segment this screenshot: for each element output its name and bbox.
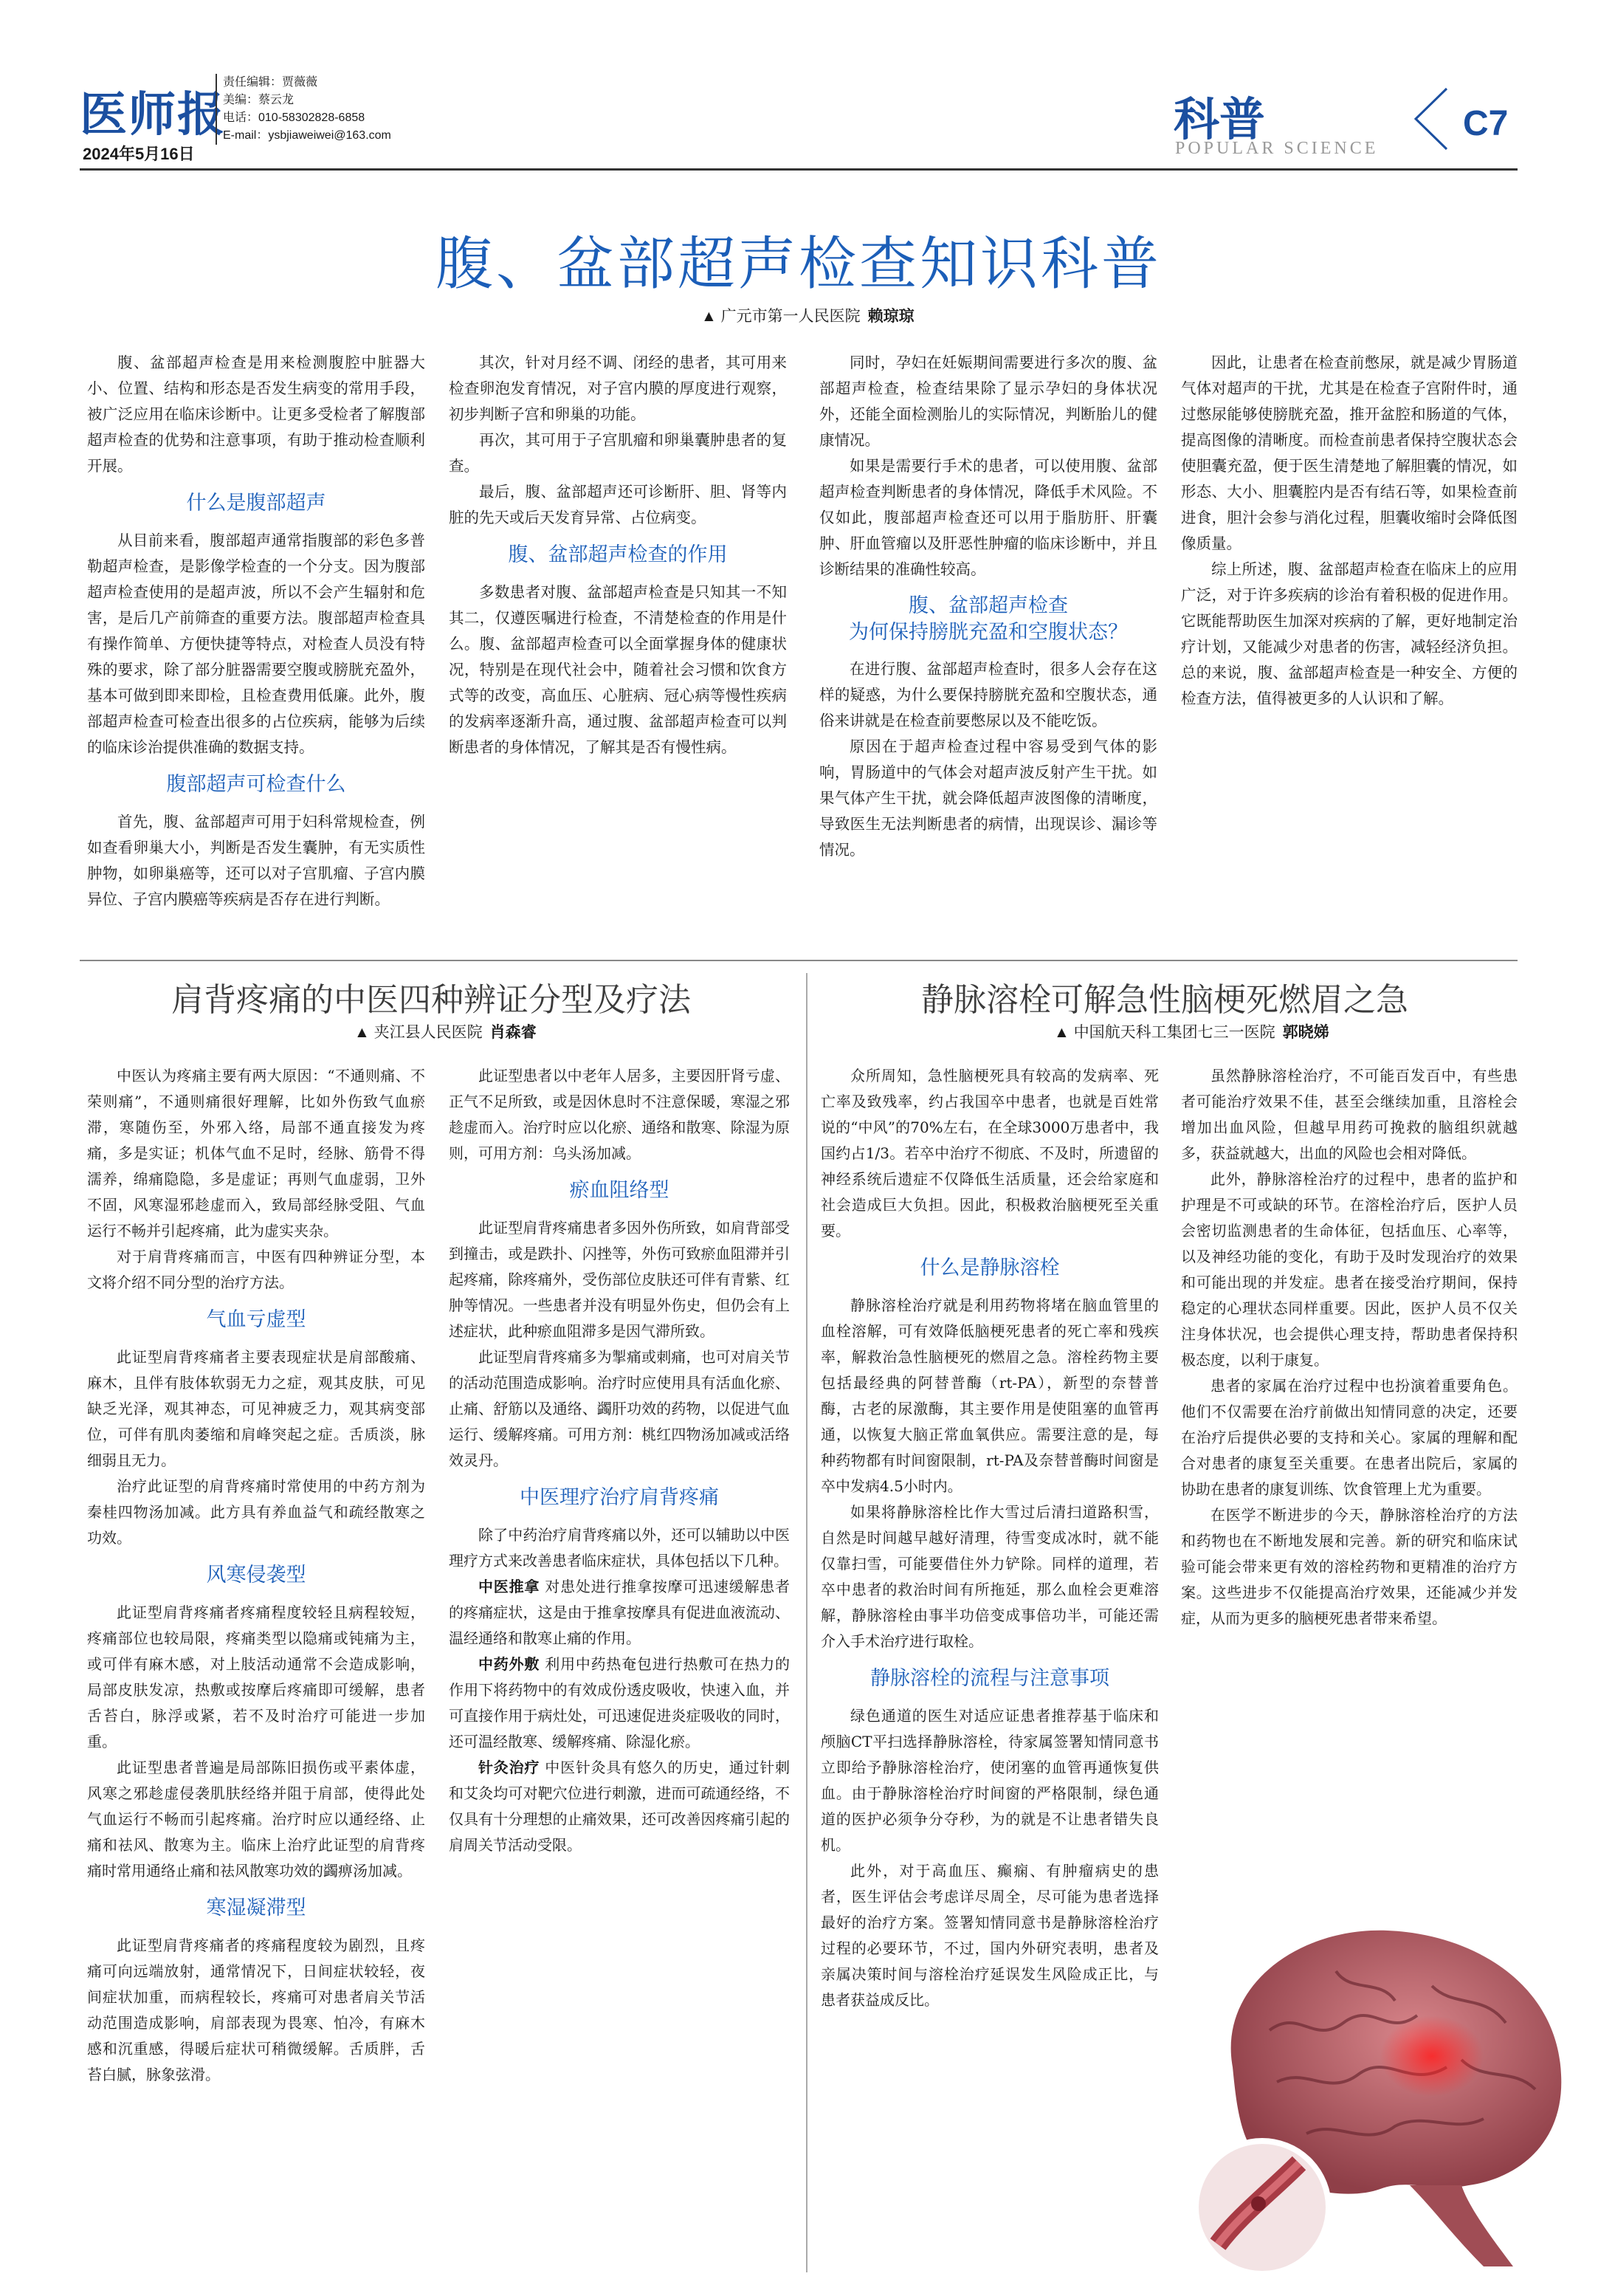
paragraph: 众所周知，急性脑梗死具有较高的发病率、死亡率及致残率，约占我国卒中患者，也就是百姓常说的“中风”的70%左右，在全球3000万患者中，我国约占1/3。若卒中治疗不彻底、不及时，所遗留的神经系统后遗症不仅降低生活质量，还会给家庭和社会造成巨大负担。因此，积极救治脑梗死至关重要。: [821, 1067, 1159, 1240]
paragraph: 因此，让患者在检查前憋尿，就是减少胃肠道气体对超声的干扰，尤其是在检查子宫附件时，通过憋尿能够使膀胱充盈，推开盆腔和肠道的气体，提高图像的清晰度。而检查前患者保持空腹状态会使胆囊充盈，便于医生清楚地了解胆囊的情况，如形态、大小、胆囊腔内是否有结石等，如果检查前进食，胆汁会参与消化过程，胆囊收缩时会降低图像质量。: [1181, 354, 1518, 552]
article2-byline-org: ▲ 夹江县人民医院: [354, 1024, 483, 1041]
paragraph: 此证型肩背疼痛者主要表现症状是肩部酸痛、麻木，且伴有肢体软弱无力之症，观其皮肤，可见缺乏光泽，观其神态，可见神疲乏力，观其病变部位，可伴有肌肉萎缩和肩峰突起之症。舌质淡，脉细弱且无力。: [87, 1348, 425, 1469]
paragraph: 在进行腹、盆部超声检查时，很多人会存在这样的疑惑，为什么要保持膀胱充盈和空腹状态，通俗来讲就是在检查前要憋尿以及不能吃饭。: [819, 660, 1157, 729]
article1-col1: [87, 350, 425, 912]
article2-byline-author: 肖森睿: [489, 1024, 537, 1041]
section-divider: [80, 960, 1518, 961]
subheading: 静脉溶栓的流程与注意事项: [870, 1667, 1109, 1690]
subheading: [819, 593, 1157, 646]
article3-byline-author: 郭晓娣: [1282, 1024, 1329, 1041]
paragraph: 此证型患者普遍是局部陈旧损伤或平素体虚，风寒之邪趁虚侵袭肌肤经络并阻于肩部，使得此处气血运行不畅而引起疼痛。治疗时应以通经络、止痛和祛风、散寒为主。临床上治疗此证型的肩背疼痛时常用通络止痛和祛风散寒功效的蠲痹汤加减。: [87, 1759, 425, 1880]
article1-byline: [701, 304, 915, 326]
issue-date: 2024年5月16日: [83, 145, 195, 163]
column-divider: [806, 973, 807, 2272]
paragraph: 此证型患者以中老年人居多，主要因肝肾亏虚、正气不足所致，或是因休息时不注意保暖，寒湿之邪趁虚而入。治疗时应以化瘀、通络和散寒、除湿为原则，可用方剂：乌头汤加减。: [449, 1067, 790, 1162]
therapy-text: 对患处进行推拿按摩可迅速缓解患者的疼痛症状，这是由于推拿按摩具有促进血液流动、温经通络和散寒止痛的作用。: [449, 1578, 791, 1647]
article1-byline-org: ▲ 广元市第一人民医院: [701, 308, 861, 325]
article2-byline: [354, 1020, 537, 1042]
paragraph: 绿色通道的医生对适应证患者推荐基于临床和颅脑CT平扫选择静脉溶栓，待家属签署知情同意书立即给予静脉溶栓治疗，使闭塞的血管再通恢复供血。由于静脉溶栓治疗时间窗的严格限制，绿色通道的医护必须争分夺秒，为的就是不让患者错失良机。: [821, 1707, 1159, 1854]
subheading-line1: 腹、盆部超声检查: [909, 594, 1068, 617]
subheading: 什么是腹部超声: [186, 492, 326, 515]
paragraph: 患者的家属在治疗过程中也扮演着重要角色。他们不仅需要在治疗前做出知情同意的决定，还要在治疗后提供必要的支持和关心。家属的理解和配合对患者的康复至关重要。在患者出院后，家属的协助在患者的康复训练、饮食管理上尤为重要。: [1181, 1377, 1518, 1498]
paragraph: 中医认为疼痛主要有两大原因：“不通则痛、不荣则痛”，不通则痛很好理解，比如外伤致气血瘀滞，寒随伤至，外邪入络，局部不通直接发为疼痛，多是实证；机体气血不足时，经脉、筋骨不得濡养，绵痛隐隐，多是虚证；再则气血虚弱，卫外不固，风寒湿邪趁虚而入，致局部经脉受阻、气血运行不畅并引起疼痛，此为虚实夹杂。: [87, 1067, 425, 1240]
paragraph: 综上所述，腹、盆部超声检查在临床上的应用广泛，对于许多疾病的诊治有着积极的促进作用。它既能帮助医生加深对疾病的了解，更好地制定治疗计划，又能减少对患者的伤害，减轻经济负担。总的来说，腹、盆部超声检查是一种安全、方便的检查方法，值得被更多的人认识和了解。: [1181, 560, 1518, 707]
paragraph: 腹、盆部超声检查是用来检测腹腔中脏器大小、位置、结构和形态是否发生病变的常用手段，被广泛应用在临床诊断中。让更多受检者了解腹部超声检查的优势和注意事项，有助于推动检查顺利开展。: [87, 354, 425, 475]
paragraph: 此证型肩背疼痛患者多因外伤所致，如肩背部受到撞击，或是跌扑、闪挫等，外伤可致瘀血阻滞并引起疼痛，除疼痛外，受伤部位皮肤还可伴有青紫、红肿等情况。一些患者并没有明显外伤史，但仍会有上述症状，此种瘀血阻滞多是因气滞所致。: [449, 1219, 790, 1340]
page-number: C7: [1463, 104, 1509, 143]
subheading-line2: 为何保持膀胱充盈和空腹状态？: [849, 621, 1128, 644]
paragraph: 治疗此证型的肩背疼痛时常使用的中药方剂为秦桂四物汤加减。此方具有养血益气和疏经散寒之功效。: [87, 1477, 425, 1547]
paragraph: 除了中药治疗肩背疼痛以外，还可以辅助以中医理疗方式来改善患者临床症状，具体包括以下几种。: [449, 1526, 790, 1570]
paragraph: 同时，孕妇在妊娠期间需要进行多次的腹、盆部超声检查，检查结果除了显示孕妇的身体状况外，还能全面检测胎儿的实际情况，判断胎儿的健康情况。: [819, 354, 1157, 449]
section-name-en: POPULAR SCIENCE: [1175, 139, 1379, 158]
paragraph: 最后，腹、盆部超声还可诊断肝、胆、肾等内脏的先天或后天发育异常、占位病变。: [449, 483, 787, 526]
article2-col1: [87, 1063, 425, 2088]
article2-col2: [449, 1063, 790, 1858]
paragraph: 其次，针对月经不调、闭经的患者，其可用来检查卵泡发育情况，对子宫内膜的厚度进行观察，初步判断子宫和卵巢的功能。: [449, 354, 787, 423]
masthead-logo: 医师报: [80, 88, 226, 142]
header-rule: [80, 168, 1518, 171]
staff-email: E-mail：ysbjiaweiwei@163.com: [223, 129, 391, 142]
subheading: 瘀血阻络型: [569, 1179, 669, 1202]
subheading: 寒湿凝滞型: [206, 1897, 306, 1919]
paragraph: 此证型肩背疼痛多为掣痛或刺痛，也可对肩关节的活动范围造成影响。治疗时应使用具有活血化瘀、止痛、舒筋以及通络、蠲肝功效的药物，以促进气血运行、缓解疼痛。可用方剂：桃红四物汤加减或活络效灵丹。: [449, 1348, 790, 1469]
paragraph: 如果将静脉溶栓比作大雪过后清扫道路积雪，自然是时间越早越好清理，待雪变成冰时，就不能仅靠扫雪，可能要借住外力铲除。同样的道理，若卒中患者的救治时间有所拖延，那么血栓会更难溶解，静脉溶栓由事半功倍变成事倍功半，可能还需介入手术治疗进行取栓。: [821, 1503, 1159, 1650]
paragraph: 从目前来看，腹部超声通常指腹部的彩色多普勒超声检查，是影像学检查的一个分支。因为腹部超声检查使用的是超声波，所以不会产生辐射和危害，是后几产前筛查的重要方法。腹部超声检查具有操作简单、方便快捷等特点，对检查人员没有特殊的要求，除了部分脏器需要空腹或膀胱充盈外，基本可做到即来即检，且检查费用低廉。此外，腹部超声检查可检查出很多的占位疾病，能够为后续的临床诊治提供准确的数据支持。: [87, 532, 425, 756]
brain-illustration: [1188, 1897, 1572, 2281]
article1-col3: [819, 350, 1157, 863]
staff-info: [216, 74, 391, 145]
paragraph: 静脉溶栓治疗就是利用药物将堵在脑血管里的血栓溶解，可有效降低脑梗死患者的死亡率和残疾率，解救治急性脑梗死的燃眉之急。溶栓药物主要包括最经典的阿替普酶（rt-PA），新型的奈替普酶，古老的尿激酶，其主要作用是使阻塞的血管再通，以恢复大脑正常血氧供应。需要注意的是，每种药物都有时间窗限制，rt-PA及奈替普酶时间窗是卒中发病4.5小时内。: [821, 1296, 1159, 1495]
subheading: 腹、盆部超声检查的作用: [508, 543, 728, 566]
paragraph: 多数患者对腹、盆部超声检查是只知其一不知其二，仅遵医嘱进行检查，不清楚检查的作用是什么。腹、盆部超声检查可以全面掌握身体的健康状况，特别是在现代社会中，随着社会习惯和饮食方式等的改变，高血压、心脏病、冠心病等慢性疾病的发病率逐渐升高，通过腹、盆部超声检查可以判断患者的身体情况，了解其是否有慢性病。: [449, 583, 787, 756]
paragraph: 虽然静脉溶栓治疗，不可能百发百中，有些患者可能治疗效果不佳，甚至会继续加重，且溶栓会增加出血风险，但越早用药可挽救的脑组织就越多，获益就越大，出血的风险也会相对降低。: [1181, 1067, 1518, 1162]
therapy-term: 中医推拿: [478, 1578, 540, 1595]
paragraph: 首先，腹、盆部超声可用于妇科常规检查，例如查看卵巢大小，判断是否发生囊肿，有无实质性肿物，如卵巢癌等，还可以对子宫肌瘤、子宫内膜异位、子宫内膜癌等疾病是否存在进行判断。: [87, 813, 425, 908]
therapy-term: 中药外敷: [478, 1655, 540, 1673]
subheading: 中医理疗治疗肩背疼痛: [520, 1486, 719, 1509]
paragraph: 此证型肩背疼痛者的疼痛程度较为剧烈，且疼痛可向远端放射，通常情况下，日间症状较轻，夜间症状加重，而病程较长，疼痛可对患者肩关节活动范围造成影响，肩部表现为畏寒、怕冷，有麻木感和沉重感，得暖后症状可稍微缓解。舌质胖，舌苔白腻，脉象弦滑。: [87, 1936, 425, 2083]
article2-title: 肩背疼痛的中医四种辨证分型及疗法: [171, 981, 691, 1019]
article3-title: 静脉溶栓可解急性脑梗死燃眉之急: [921, 981, 1408, 1019]
subheading: 风寒侵袭型: [206, 1564, 306, 1587]
subheading: 腹部超声可检查什么: [166, 773, 346, 796]
therapy-term: 针灸治疗: [478, 1759, 540, 1776]
paragraph: 再次，其可用于子宫肌瘤和卵巢囊肿患者的复查。: [449, 431, 787, 475]
article3-col2: [1181, 1063, 1518, 1632]
paragraph: 此外，对于高血压、癫痫、有肿瘤病史的患者，医生评估会考虑详尽周全，尽可能为患者选择最好的治疗方案。签署知情同意书是静脉溶栓治疗过程的必要环节，不过，国内外研究表明，患者及亲属决策时间与溶栓治疗延误发生风险成正比，与患者获益成反比。: [821, 1862, 1159, 2009]
paragraph: 此外，静脉溶栓治疗的过程中，患者的监护和护理是不可或缺的环节。在溶栓治疗后，医护人员会密切监测患者的生命体征，包括血压、心率等，以及神经功能的变化，有助于及时发现治疗的效果和可能出现的并发症。患者在接受治疗期间，保持稳定的心理状态同样重要。因此，医护人员不仅关注身体状况，也会提供心理支持，帮助患者保持积极态度，以利于康复。: [1181, 1170, 1518, 1369]
article3-col1: [821, 1063, 1159, 2013]
article1-byline-author: 赖琼琼: [867, 308, 915, 325]
article1-title: 腹、盆部超声检查知识科普: [435, 231, 1162, 298]
article3-byline: [1054, 1020, 1329, 1042]
paragraph: [449, 1651, 790, 1755]
staff-phone: 电话：010-58302828-6858: [223, 111, 365, 124]
paragraph: 对于肩背疼痛而言，中医有四种辨证分型，本文将介绍不同分型的治疗方法。: [87, 1248, 425, 1291]
paragraph: 此证型肩背疼痛者疼痛程度较轻且病程较短，疼痛部位也较局限，疼痛类型以隐痛或钝痛为主，或可伴有麻木感，对上肢活动通常不会造成影响，局部皮肤发凉，热敷或按摩后疼痛即可缓解，患者舌苔白，脉浮或紧，若不及时治疗可能进一步加重。: [87, 1604, 425, 1750]
paragraph: 原因在于超声检查过程中容易受到气体的影响，胃肠道中的气体会对超声波反射产生干扰。如果气体产生干扰，就会降低超声波图像的清晰度，导致医生无法判断患者的病情，出现误诊、漏诊等情况。: [819, 738, 1157, 859]
article1-col4: [1181, 350, 1518, 712]
subheading: 气血亏虚型: [206, 1308, 306, 1331]
therapy-text: 中医针灸具有悠久的历史，通过针刺和艾灸均可对靶穴位进行刺激，进而可疏通经络，不仅具有十分理想的止痛效果，还可改善因疼痛引起的肩周关节活动受限。: [449, 1759, 791, 1854]
staff-designer: 美编：蔡云龙: [223, 94, 295, 106]
chevron-left-icon: [1408, 86, 1453, 152]
paragraph: [449, 1755, 790, 1858]
staff-editor: 责任编辑：贾薇薇: [223, 76, 318, 89]
therapy-text: 利用中药热奄包进行热敷可在热力的作用下将药物中的有效成份透皮吸收，快速入血，并可直接作用于病灶处，可迅速促进炎症吸收的同时，还可温经散寒、缓解疼痛、除湿化瘀。: [449, 1655, 791, 1750]
paragraph: [449, 1574, 790, 1651]
paragraph: 在医学不断进步的今天，静脉溶栓治疗的方法和药物也在不断地发展和完善。新的研究和临床试验可能会带来更有效的溶栓药物和更精准的治疗方案。这些进步不仅能提高治疗效果，还能减少并发症，从而为更多的脑梗死患者带来希望。: [1181, 1506, 1518, 1627]
article1-col2: [449, 350, 787, 760]
paragraph: 如果是需要行手术的患者，可以使用腹、盆部超声检查判断患者的身体情况，降低手术风险。不仅如此，腹部超声检查还可以用于脂肪肝、肝囊肿、肝血管瘤以及肝恶性肿瘤的临床诊断中，并且诊断结果的准确性较高。: [819, 457, 1157, 578]
section-name: 科普: [1174, 92, 1266, 146]
subheading: 什么是静脉溶栓: [920, 1257, 1060, 1279]
article3-byline-org: ▲ 中国航天科工集团七三一医院: [1054, 1024, 1275, 1041]
